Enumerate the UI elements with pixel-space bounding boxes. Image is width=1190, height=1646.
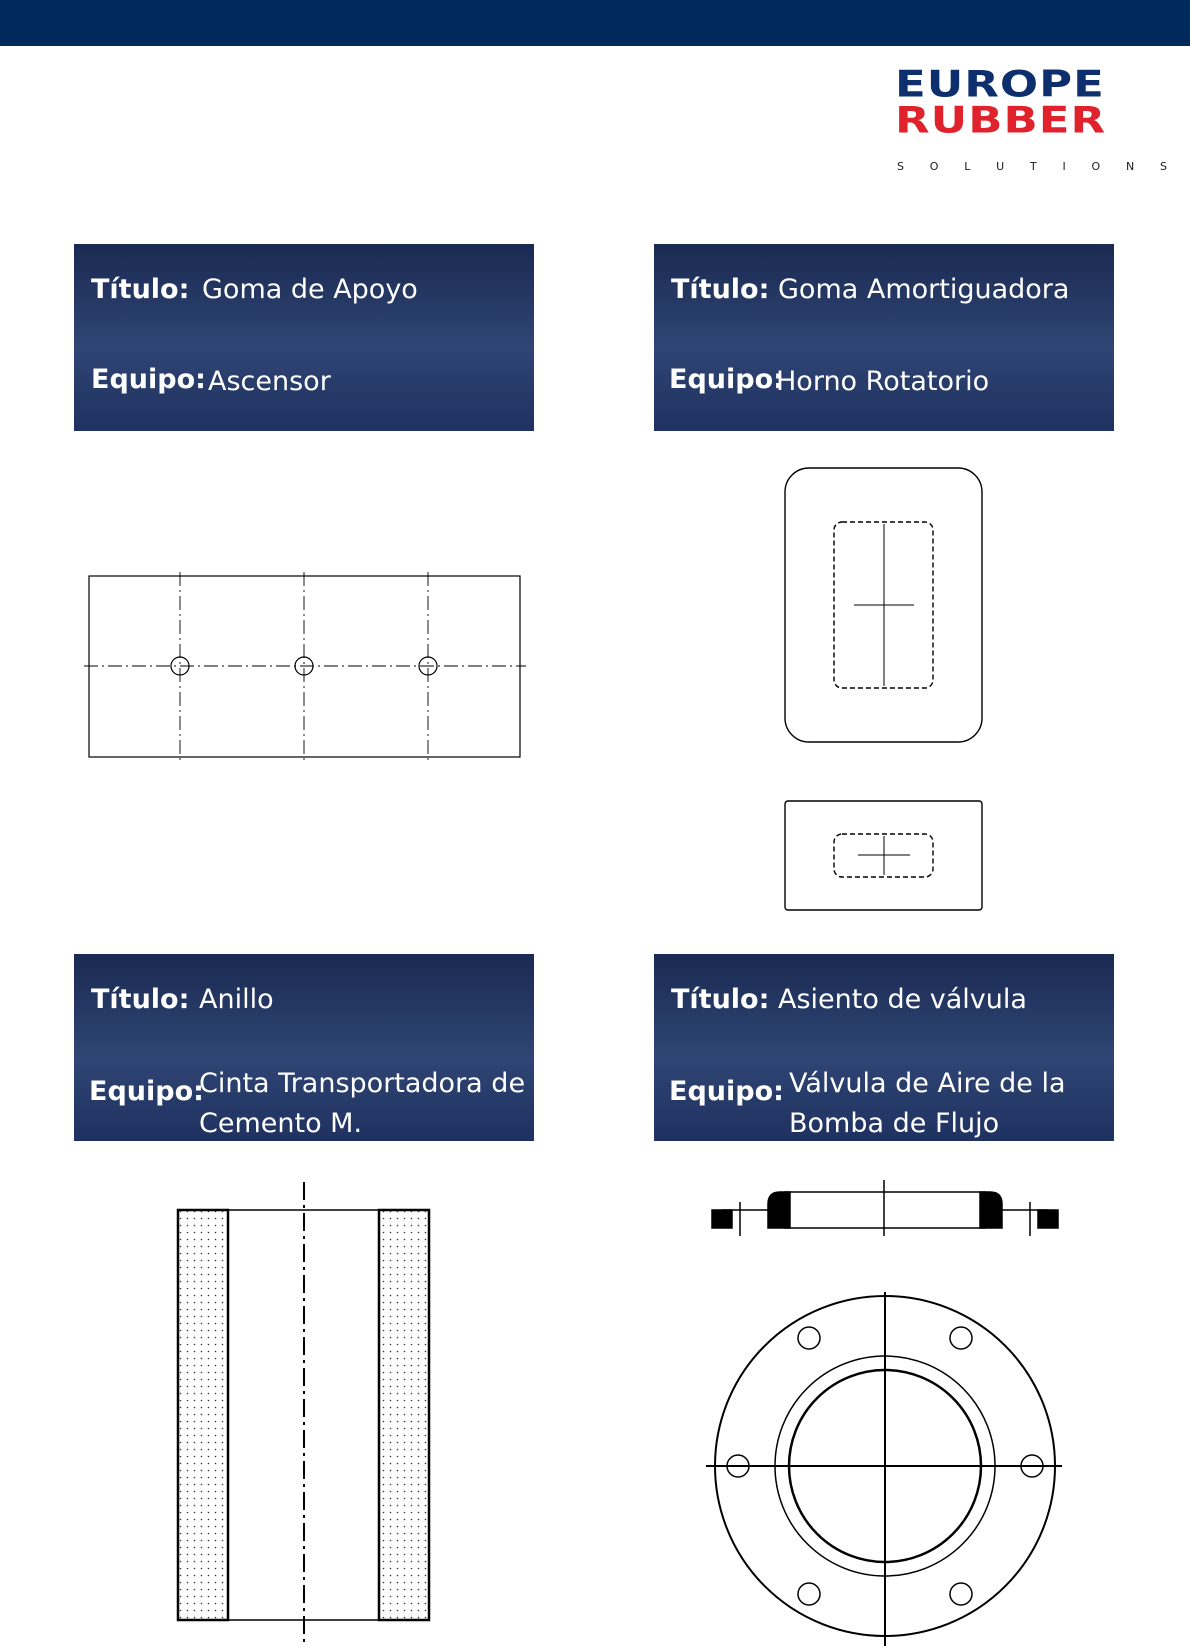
europe-rubber-logo [895,62,1170,180]
drawing-asiento-de-valvula [700,1180,1070,1646]
drawing-goma-amortiguadora [780,464,990,914]
equipment-value: Válvula de Aire de la Bomba de Flujo [789,1068,1066,1139]
equipment-label: Equipo: [91,364,206,395]
title-label: Título: [91,984,190,1015]
product-card-anillo [74,954,534,1141]
drawing-anillo [170,1180,440,1646]
title-label: Título: [671,984,770,1015]
equipment-value: Horno Rotatorio [776,366,990,397]
title-label: Título: [91,274,190,305]
logo-line-europe: EUROPE [895,62,1105,106]
title-value: Anillo [199,984,274,1015]
title-label: Título: [671,274,770,305]
equipment-value: Ascensor [208,366,331,397]
equipment-label: Equipo: [669,364,784,395]
title-value: Asiento de válvula [778,984,1027,1015]
drawing-goma-de-apoyo [80,570,530,765]
title-value: Goma Amortiguadora [778,274,1070,305]
product-card-goma-de-apoyo [74,244,534,431]
title-value: Goma de Apoyo [202,274,418,305]
product-card-goma-amortiguadora [654,244,1114,431]
equipment-label: Equipo: [669,1076,784,1107]
equipment-label: Equipo: [89,1076,204,1107]
logo-line-rubber: RUBBER [895,98,1107,142]
product-card-asiento-de-valvula [654,954,1114,1141]
top-banner [0,0,1190,46]
logo-tagline: S O L U T I O N S [897,160,1167,173]
equipment-value: Cinta Transportadora de Cemento M. [199,1068,526,1139]
